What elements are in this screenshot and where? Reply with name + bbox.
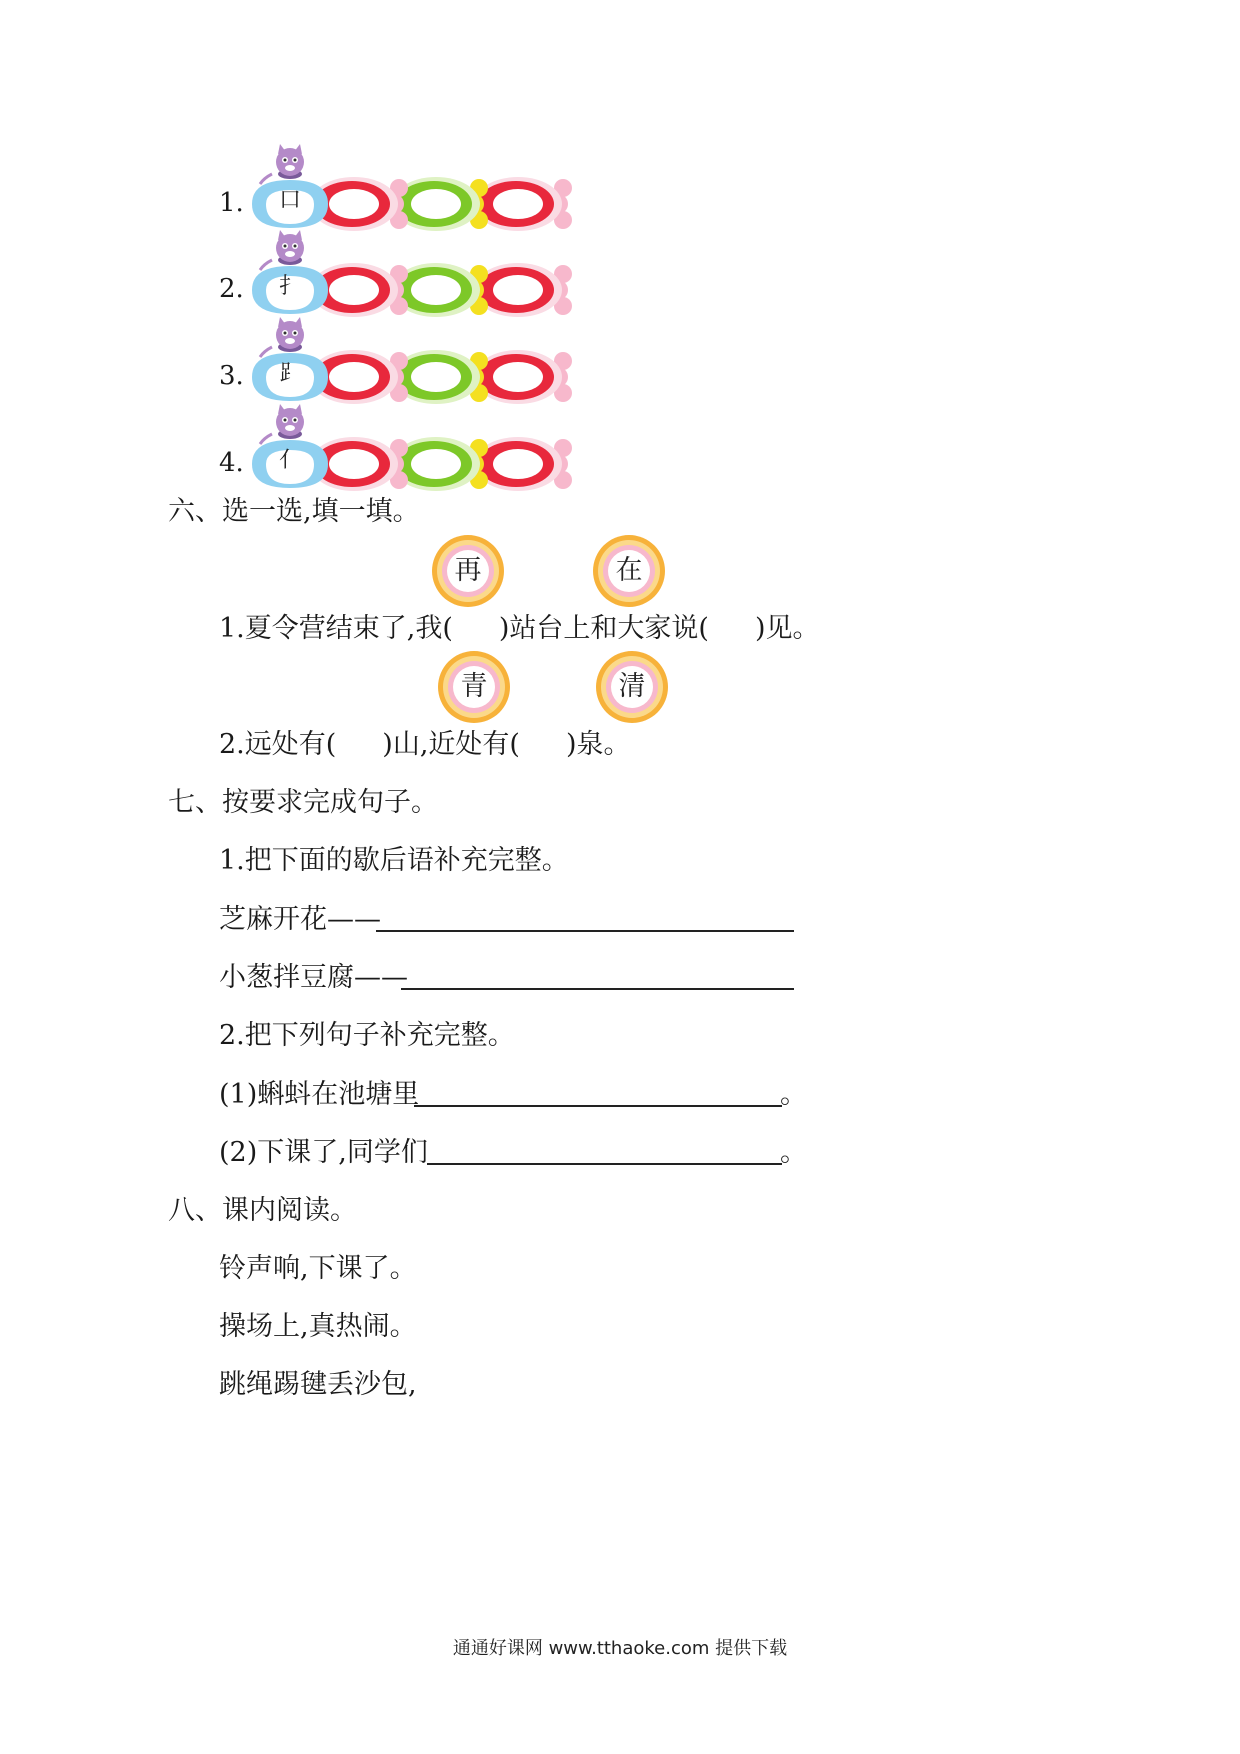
question-7-1-title: 1.把下面的歇后语补充完整。 [219,845,569,876]
question-6-2 [219,728,631,762]
row-number: 3. [219,361,244,391]
section-7-title: 七、按要求完成句子。 [168,787,438,818]
row-number: 1. [219,188,244,218]
period: 。 [780,1079,807,1110]
choice-flower-zai [428,531,508,611]
row-number: 2. [219,274,244,304]
reading-line-2: 操场上,真热闹。 [219,1311,417,1342]
q-text: 2.远处有( [219,729,337,760]
radical-char: 口 [278,188,301,213]
caterpillar-image [244,144,604,228]
question-6-1 [219,612,820,646]
section-8-title: 八、课内阅读。 [168,1195,357,1226]
q-text: )站台上和大家说( [498,613,709,644]
question-7-2-title: 2.把下列句子补充完整。 [219,1020,515,1051]
caterpillar-image [244,317,604,401]
q-text: 1.夏令营结束了,我( [219,613,453,644]
caterpillar-image [244,404,604,488]
q-text: )见。 [754,613,820,644]
caterpillar-image [244,230,604,314]
radical-char: ⻊ [278,361,301,386]
answer-line[interactable] [414,1105,782,1107]
row-number: 4. [219,448,244,478]
xiehouyu-1: 芝麻开花—— [219,904,381,935]
q-text: )泉。 [565,729,631,760]
answer-line[interactable] [427,1163,782,1165]
xiehouyu-2: 小葱拌豆腐—— [219,962,408,993]
footer-credit: 通通好课网 www.tthaoke.com 提供下载 [452,1638,788,1659]
q-text: )山,近处有( [382,729,520,760]
sentence-2: (2)下课了,同学们 [219,1137,428,1168]
choice-char: 在 [615,555,643,586]
answer-line[interactable] [401,988,794,990]
sentence-1: (1)蝌蚪在池塘里 [219,1079,420,1110]
choice-flower-qing2 [592,647,672,727]
radical-char: 亻 [278,448,301,473]
choice-flower-zai2 [589,531,669,611]
reading-line-1: 铃声响,下课了。 [219,1253,417,1284]
choice-char: 清 [618,671,646,702]
choice-char: 青 [460,671,488,702]
radical-char: 扌 [278,274,301,299]
reading-line-3: 跳绳踢毽丢沙包, [219,1369,417,1400]
section-6-title: 六、选一选,填一填。 [168,496,420,527]
choice-flower-qing [434,647,514,727]
choice-char: 再 [454,555,482,586]
answer-line[interactable] [376,930,794,932]
period: 。 [780,1137,807,1168]
